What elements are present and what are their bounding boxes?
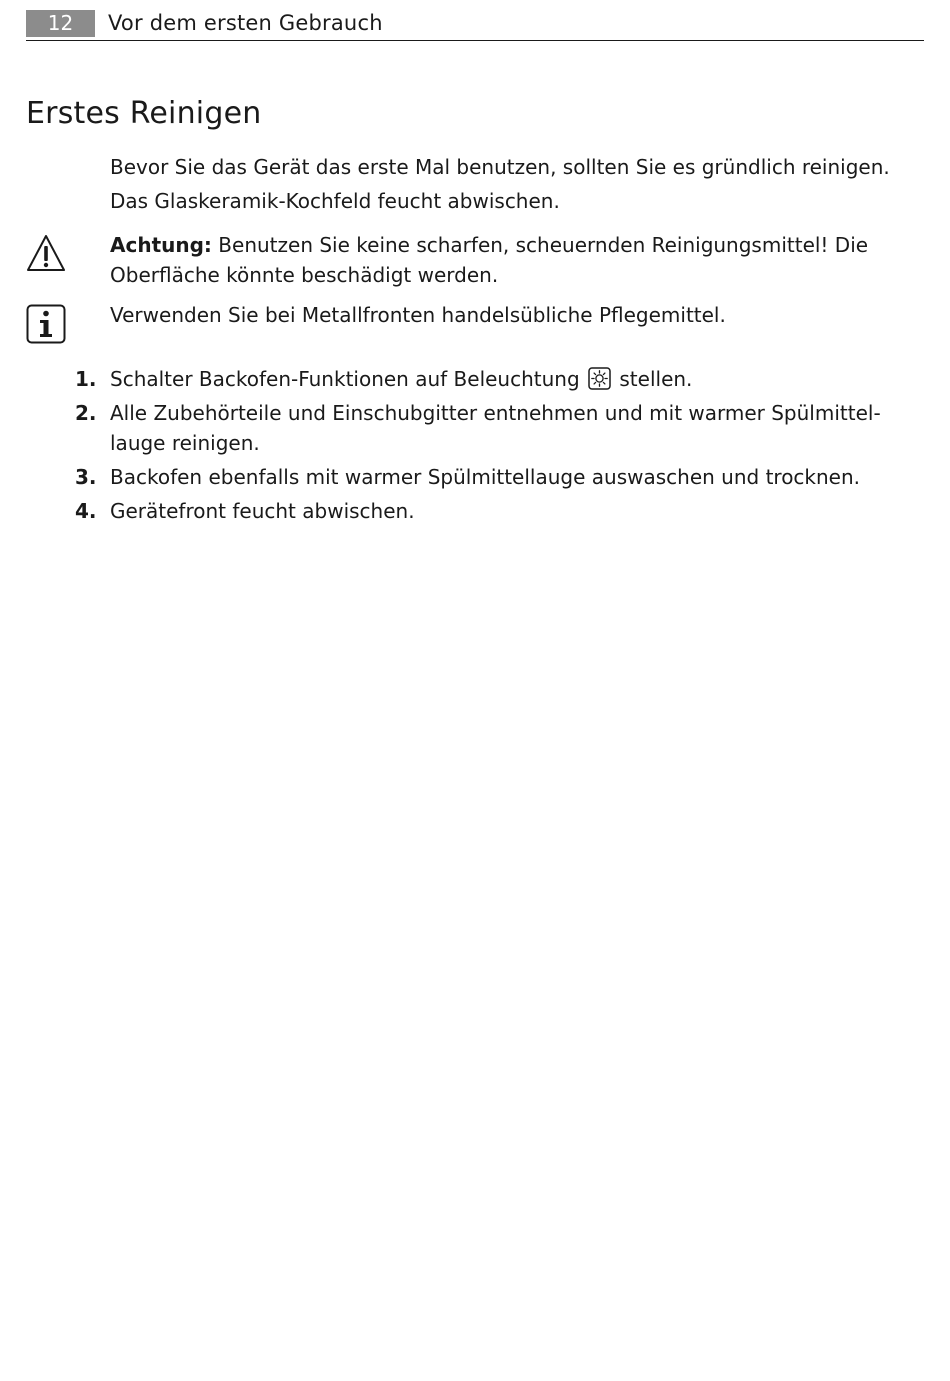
header-title: Vor dem ersten Gebrauch — [108, 11, 383, 35]
step-text-after: stellen. — [613, 367, 693, 391]
section-title: Erstes Reinigen — [26, 96, 262, 131]
oven-light-icon — [588, 367, 611, 390]
step-text: Alle Zubehörteile und Einschubgitter entnehmen und mit warmer Spülmittel-lauge reinigen. — [110, 401, 881, 455]
page-number: 12 — [26, 10, 95, 37]
warning-message: Benutzen Sie keine scharfen, scheuernden Reinigungsmittel! Die Oberfläche könnte beschädigt werden. — [110, 233, 869, 287]
step-number: 4. — [75, 499, 97, 523]
step-text-before: Schalter Backofen-Funktionen auf Beleuchtung — [110, 367, 587, 391]
steps-list — [0, 364, 950, 530]
list-item — [0, 462, 910, 492]
warning-label: Achtung: — [110, 233, 212, 257]
step-text: Gerätefront feucht abwischen. — [110, 499, 415, 523]
list-item — [0, 398, 910, 458]
info-text: Verwenden Sie bei Metallfronten handelsübliche Pflegemittel. — [110, 303, 726, 327]
warning-text — [110, 230, 910, 290]
list-item — [0, 364, 910, 394]
intro-line-1: Bevor Sie das Gerät das erste Mal benutzen, sollten Sie es gründlich reinigen. — [110, 155, 890, 179]
intro-line-2: Das Glaskeramik-Kochfeld feucht abwischen. — [110, 189, 560, 213]
warning-triangle-icon — [26, 233, 66, 273]
intro-paragraph — [110, 150, 910, 218]
step-number: 3. — [75, 465, 97, 489]
step-text: Backofen ebenfalls mit warmer Spülmittellauge auswaschen und trocknen. — [110, 465, 861, 489]
step-number: 1. — [75, 367, 97, 391]
info-icon — [26, 304, 66, 344]
page-header — [26, 10, 924, 41]
step-number: 2. — [75, 401, 97, 425]
list-item — [0, 496, 910, 526]
